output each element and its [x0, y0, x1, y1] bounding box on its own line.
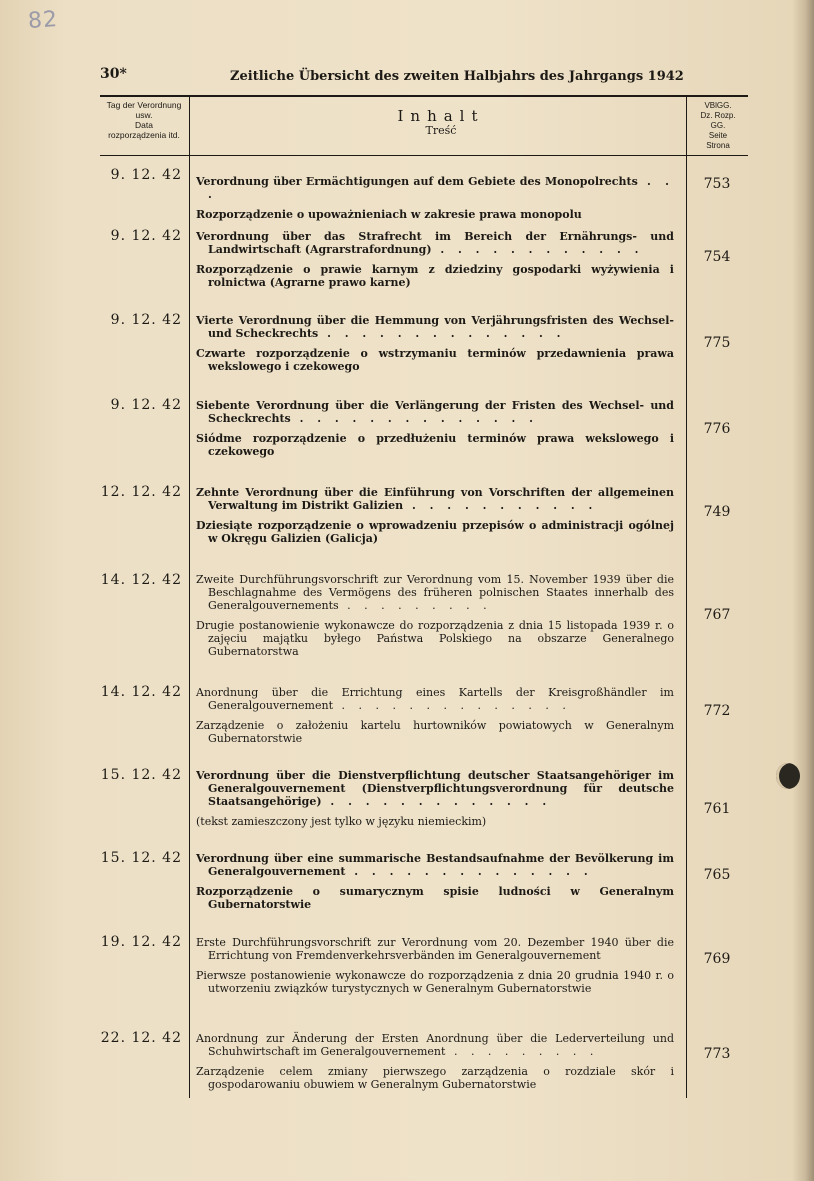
entry-de: Anordnung zur Änderung der Ersten Anordnung über die Lederverteilung und Schuhwirtschaft im Generalgouvernement . . . . . . . . . — [196, 1032, 674, 1058]
page-edge-shadow — [792, 0, 814, 1181]
entry-group — [196, 686, 674, 752]
entry-group — [196, 486, 674, 552]
column-divider-left — [189, 96, 190, 1098]
page-column-header: VBlGG. Dz. Rozp. GG. Seite Strona — [700, 101, 736, 150]
date-column-header: Tag der Verordnung usw. Data rozporządzenia itd. — [106, 100, 182, 140]
table-top-rule — [100, 95, 748, 97]
pencil-annotation: 82 — [27, 6, 59, 35]
entry-pl: Czwarte rozporządzenie o wstrzymaniu terminów przedawnienia prawa wekslowego i czekowego — [196, 347, 674, 373]
gazette-page: 767 — [703, 607, 731, 623]
entry-pl: Pierwsze postanowienie wykonawcze do rozporządzenia z dnia 20 grudnia 1940 r. o utworzeniu związków turystycznych w Generalnym Gubernatorstwie — [196, 969, 674, 995]
ordinance-date: 19. 12. 42 — [100, 934, 182, 950]
entry-group — [196, 769, 674, 835]
ordinance-date: 9. 12. 42 — [110, 397, 182, 413]
entry-pl: Rozporządzenie o sumarycznym spisie ludności w Generalnym Gubernatorstwie — [196, 885, 674, 911]
gazette-page: 772 — [703, 703, 731, 719]
running-title: Zeitliche Übersicht des zweiten Halbjahrs des Jahrgangs 1942 — [230, 69, 684, 84]
entry-de: Verordnung über die Dienstverpflichtung deutscher Staatsangehöriger im Generalgouvernement (Dienstverpflichtungsverordnung für deutsche Staatsangehörige) . . . . . . . . . . . . . — [196, 769, 674, 808]
entry-de: Anordnung über die Errichtung eines Kartells der Kreisgroßhändler im Generalgouvernement . . . . . . . . . . . . . . — [196, 686, 674, 712]
entry-de: Verordnung über das Strafrecht im Bereich der Ernährungs- und Landwirtschaft (Agrarstrafordnung) . . . . . . . . . . . . — [196, 230, 674, 256]
ordinance-date: 22. 12. 42 — [100, 1030, 182, 1046]
gazette-page: 754 — [703, 249, 731, 265]
header-bottom-rule — [100, 155, 748, 156]
gazette-page: 775 — [703, 335, 731, 351]
gazette-page: 769 — [703, 951, 731, 967]
entry-de: Zehnte Verordnung über die Einführung von Vorschriften der allgemeinen Verwaltung im Distrikt Galizien . . . . . . . . . . . — [196, 486, 674, 512]
gazette-page: 765 — [703, 867, 731, 883]
ordinance-date: 9. 12. 42 — [110, 167, 182, 183]
entry-pl: Rozporządzenie o prawie karnym z dziedziny gospodarki wyżywienia i rolnictwa (Agrarne prawo karne) — [196, 263, 674, 289]
gazette-page: 776 — [703, 421, 731, 437]
gazette-page: 761 — [703, 801, 731, 817]
entry-de: Verordnung über eine summarische Bestandsaufnahme der Bevölkerung im Generalgouvernement . . . . . . . . . . . . . . — [196, 852, 674, 878]
content-column-header-de: Inhalt — [397, 107, 485, 125]
entry-group — [196, 1032, 674, 1098]
entry-pl: (tekst zamieszczony jest tylko w języku niemieckim) — [196, 815, 487, 828]
entry-pl: Zarządzenie o założeniu kartelu hurtowników powiatowych w Generalnym Gubernatorstwie — [196, 719, 674, 745]
entry-group — [196, 175, 674, 228]
entry-de: Erste Durchführungsvorschrift zur Verordnung vom 20. Dezember 1940 über die Errichtung von Fremdenverkehrsverbänden im Generalgouvernement — [196, 936, 674, 962]
ordinance-date: 14. 12. 42 — [100, 684, 182, 700]
entry-group — [196, 230, 674, 296]
entry-group — [196, 573, 674, 665]
entry-pl: Rozporządzenie o upoważnieniach w zakresie prawa monopolu — [196, 208, 582, 221]
entry-pl: Zarządzenie celem zmiany pierwszego zarządzenia o rozdziale skór i gospodarowaniu obuwiem w Generalnym Gubernatorstwie — [196, 1065, 674, 1091]
entry-de: Siebente Verordnung über die Verlängerung der Fristen des Wechsel- und Scheckrechts . . . . . . . . . . . . . . — [196, 399, 674, 425]
gazette-page: 749 — [703, 504, 731, 520]
entry-pl: Drugie postanowienie wykonawcze do rozporządzenia z dnia 15 listopada 1939 r. o zajęciu majątku byłego Państwa Polskiego na obszarze Generalnego Gubernatorstwa — [196, 619, 674, 658]
page-number: 30* — [100, 66, 127, 82]
entry-de: Vierte Verordnung über die Hemmung von Verjährungsfristen des Wechsel- und Scheckrechts . . . . . . . . . . . . . . — [196, 314, 674, 340]
entry-pl: Siódme rozporządzenie o przedłużeniu terminów prawa wekslowego i czekowego — [196, 432, 674, 458]
ordinance-date: 9. 12. 42 — [110, 228, 182, 244]
entry-group — [196, 314, 674, 380]
ordinance-date: 15. 12. 42 — [100, 850, 182, 866]
content-column-header-pl: Treść — [425, 124, 457, 137]
entry-de: Verordnung über Ermächtigungen auf dem Gebiete des Monopolrechts . . . — [196, 175, 674, 201]
binding-hole — [776, 763, 800, 789]
entry-group — [196, 852, 674, 918]
ordinance-date: 12. 12. 42 — [100, 484, 182, 500]
column-divider-right — [686, 96, 687, 1098]
entry-pl: Dziesiąte rozporządzenie o wprowadzeniu przepisów o administracji ogólnej w Okręgu Galizien (Galicja) — [196, 519, 674, 545]
gazette-page: 753 — [703, 176, 731, 192]
entry-de: Zweite Durchführungsvorschrift zur Verordnung vom 15. November 1939 über die Beschlagnahme des Vermögens des früheren polnischen Staates innerhalb des Generalgouvernements . . . . . . . . . — [196, 573, 674, 612]
entry-group — [196, 936, 674, 1002]
entry-group — [196, 399, 674, 465]
ordinance-date: 15. 12. 42 — [100, 767, 182, 783]
gazette-page: 773 — [703, 1046, 731, 1062]
ordinance-date: 9. 12. 42 — [110, 312, 182, 328]
ordinance-date: 14. 12. 42 — [100, 572, 182, 588]
